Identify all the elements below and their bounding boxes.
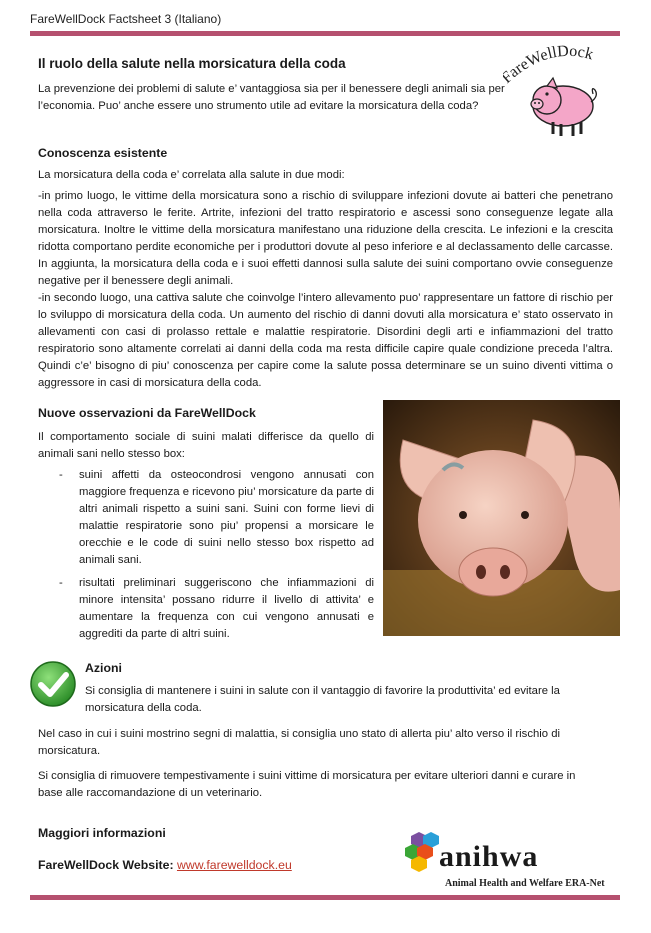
website-link[interactable]: www.farewelldock.eu — [176, 858, 292, 872]
list-item: - suini affetti da osteocondrosi vengono annusati con maggiore frequenza e ricevono piu’ morsicature da parte di altri animali rispetto a suini sani. Suini con forme lievi di malattie respiratorie sono piu’ propensi a morsicare le orecchie e le code di suini nello stesso box rispetto ad animali sani. — [59, 469, 374, 566]
factsheet-header: FareWellDock Factsheet 3 (Italiano) — [30, 12, 222, 26]
bottom-divider — [30, 895, 620, 900]
farewelldock-logo — [503, 40, 621, 140]
anihwa-name: anihwa — [439, 840, 539, 873]
knowledge-lead: La morsicatura della coda e’ correlata alla salute in due modi: — [38, 169, 345, 181]
actions-paragraph-3: Si consiglia di rimuovere tempestivamente i suini vittime di morsicatura per evitare ulteriori danni e curare in base alle raccomandazione di un veterinario. — [38, 770, 576, 799]
actions-paragraph-1: Si consiglia di mantenere i suini in salute con il vantaggio di favorire la produttivita’ ed evitare la morsicatura della coda. — [85, 685, 560, 714]
anihwa-tagline: Animal Health and Welfare ERA-Net — [445, 878, 605, 889]
more-info-heading: Maggiori informazioni — [38, 826, 166, 840]
list-item: - risultati preliminari suggeriscono che infiammazioni di minore intensita’ possano ridurre il livello di attivita’ e aumentare la frequenza con cui vengono annusati e aggrediti da parte di altri suini. — [59, 577, 374, 640]
checkmark-icon — [29, 660, 77, 708]
actions-heading: Azioni — [85, 661, 122, 675]
top-divider — [30, 31, 620, 36]
pig-photo — [383, 400, 620, 636]
observations-heading: Nuove osservazioni da FareWellDock — [38, 406, 256, 420]
knowledge-paragraph-1: -in primo luogo, le vittime della morsicatura sono a rischio di sviluppare infezioni dovute ai batteri che penetrano nella coda attraverso le ferite. Artrite, infezioni del tratto respiratorio e ascessi sono conseguenze legate alla morsicatura. Inoltre le vittime della morsicatura manifestano una riduzione della crescita. Le infezioni e la crescita ridotta comportano perdite economiche per i produttori dovute al peso inferiore e al declassamento delle carcasse. In aggiunta, la morsicatura della coda e i suoi effetti dannosi sulla salute dei suini comportano ovvie conseguenze negative per il benessere degli animali. — [38, 190, 613, 287]
knowledge-paragraph-2: -in secondo luogo, una cattiva salute che coinvolge l’intero allevamento puo’ rappresentare un fattore di rischio per lo sviluppo di morsicatura della coda. Un aumento del rischio di danni dovuti alla morsicatura e’ stato osservato in allevamenti con casi di prolasso rettale e malattie respiratorie. Disordini degli arti e infiammazioni del tratto respiratorio sono altamente correlati ai danni della coda ma resta difficile capire quale condizione preceda l’altra. Quindi c’e’ bisogno di piu’ conoscenza per capire come la salute possa determinare se un suino diventi vittima o aggressore in casi di morsicatura della coda. — [38, 292, 613, 389]
knowledge-heading: Conoscenza esistente — [38, 146, 168, 160]
svg-text:FareWellDock: areWellDock — [505, 42, 596, 82]
page-title: Il ruolo della salute nella morsicatura della coda — [38, 56, 346, 71]
anihwa-logo — [405, 830, 620, 892]
observations-list — [38, 467, 374, 649]
intro-paragraph: La prevenzione dei problemi di salute e’ vantaggiosa sia per il benessere degli animali sia per l’economia. Puo’ anche essere uno strumento utile ad evitare la morsicatura della coda? — [38, 83, 505, 112]
actions-paragraph-2: Nel caso in cui i suini mostrino segni di malattia, si consiglia uno stato di allerta piu’ alto verso il rischio di morsicatura. — [38, 728, 560, 757]
observations-lead: Il comportamento sociale di suini malati differisce da quello di animali sani nello stesso box: — [38, 431, 374, 460]
website-line — [38, 858, 292, 872]
website-label: FareWellDock Website: — [38, 858, 174, 872]
